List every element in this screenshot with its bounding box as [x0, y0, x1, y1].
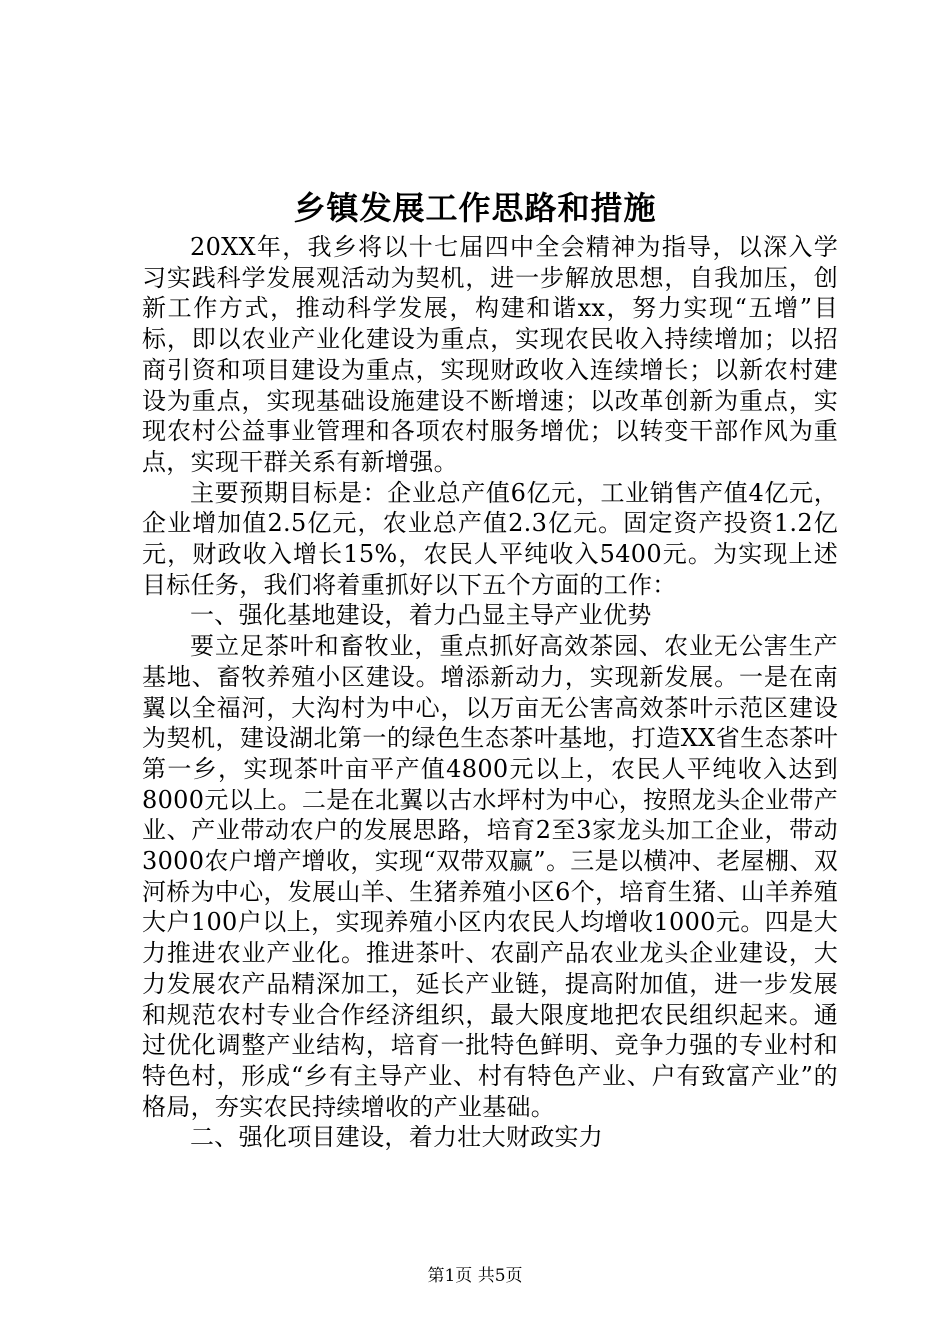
page-footer: 第1页 共5页: [427, 1266, 523, 1286]
document-body: [142, 232, 838, 1153]
paragraph-intro: 20XX年，我乡将以十七届四中全会精神为指导，以深入学习实践科学发展观活动为契机，进一步解放思想，自我加压，创新工作方式，推动科学发展，构建和谐xx，努力实现“五增”目标，即以农业产业化建设为重点，实现农民收入持续增加；以招商引资和项目建设为重点，实现财政收入连续增长；以新农村建设为重点，实现基础设施建设不断增速；以改革创新为重点，实现农村公益事业管理和各项农村服务增优；以转变干部作风为重点，实现干群关系有新增强。: [142, 233, 838, 476]
document-title: 乡镇发展工作思路和措施: [293, 189, 657, 227]
paragraph-section-1: 要立足茶叶和畜牧业，重点抓好高效茶园、农业无公害生产基地、畜牧养殖小区建设。增添新动力，实现新发展。一是在南翼以全福河，大沟村为中心，以万亩无公害高效茶叶示范区建设为契机，建设湖北第一的绿色生态茶叶基地，打造XX省生态茶叶第一乡，实现茶叶亩平产值4800元以上，农民人平纯收入达到8000元以上。二是在北翼以古水坪村为中心，按照龙头企业带产业、产业带动农户的发展思路，培育2至3家龙头加工企业，带动3000农户增产增收，实现“双带双赢”。三是以横冲、老屋棚、双河桥为中心，发展山羊、生猪养殖小区6个，培育生猪、山羊养殖大户100户以上，实现养殖小区内农民人均增收1000元。四是大力推进农业产业化。推进茶叶、农副产品农业龙头企业建设，大力发展农产品精深加工，延长产业链，提高附加值，进一步发展和规范农村专业合作经济组织，最大限度地把农民组织起来。通过优化调整产业结构，培育一批特色鲜明、竞争力强的专业村和特色村，形成“乡有主导产业、村有特色产业、户有致富产业”的格局，夯实农民持续增收的产业基础。: [142, 632, 838, 1121]
section-heading-1: 一、强化基地建设，着力凸显主导产业优势: [190, 601, 652, 630]
section-heading-2: 二、强化项目建设，着力壮大财政实力: [190, 1123, 604, 1152]
paragraph-targets: 主要预期目标是：企业总产值6亿元，工业销售产值4亿元，企业增加值2.5亿元，农业总产值2.3亿元。固定资产投资1.2亿元，财政收入增长15%，农民人平纯收入5400元。为实现上述目标任务，我们将着重抓好以下五个方面的工作：: [142, 478, 838, 599]
